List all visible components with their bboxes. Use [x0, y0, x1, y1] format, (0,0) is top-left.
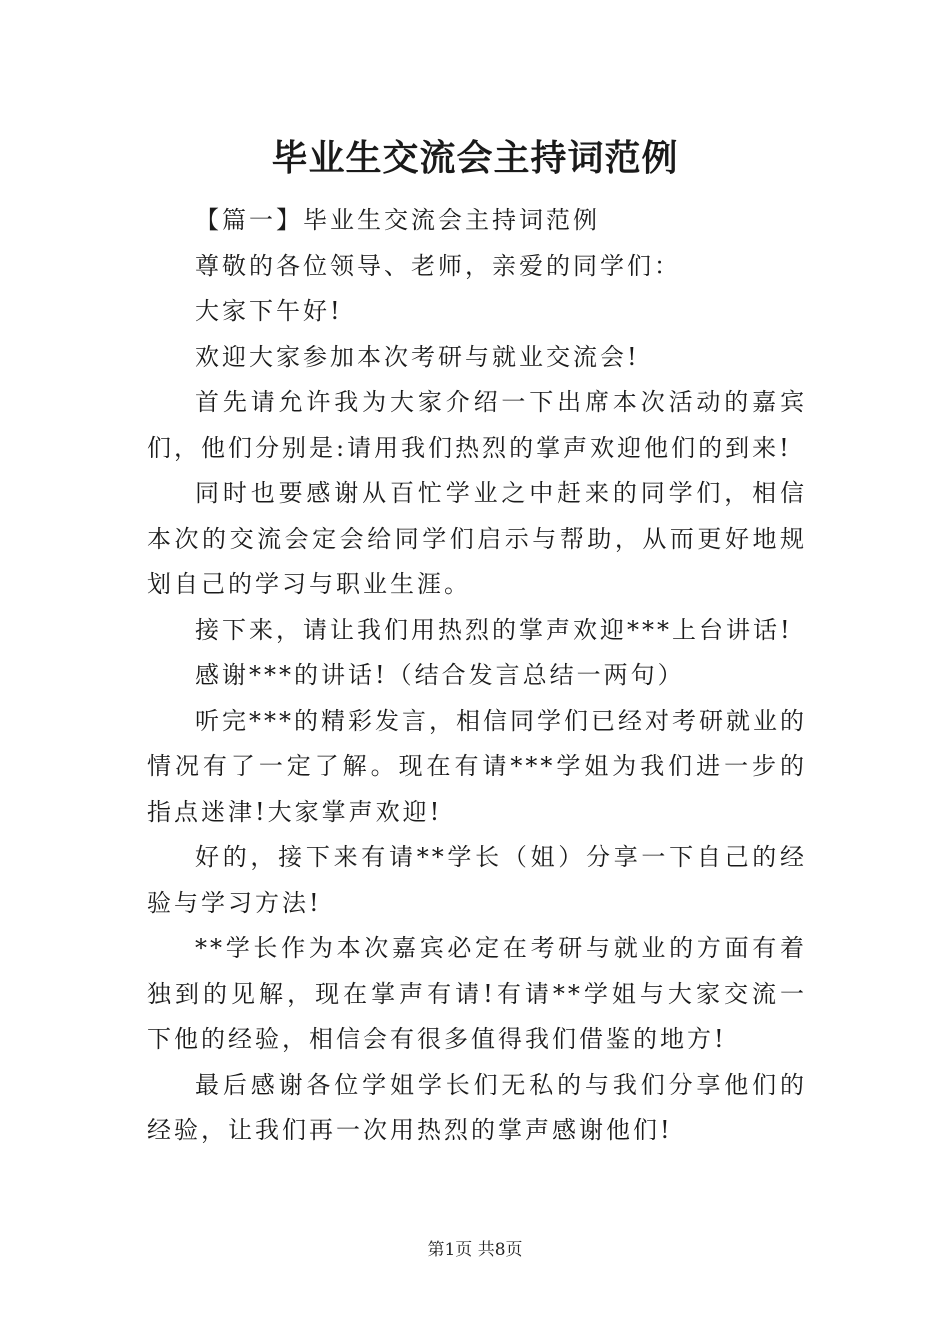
paragraph: 接下来，请让我们用热烈的掌声欢迎***上台讲话! — [195, 615, 793, 644]
paragraph: 好的，接下来有请**学长（姐）分享一下自己的经验与学习方法! — [147, 843, 807, 917]
paragraph: 欢迎大家参加本次考研与就业交流会! — [195, 342, 640, 371]
document-title: 毕业生交流会主持词范例 — [271, 137, 679, 179]
paragraph: 最后感谢各位学姐学长们无私的与我们分享他们的经验，让我们再一次用热烈的掌声感谢他们! — [147, 1070, 807, 1144]
paragraph: 首先请允许我为大家介绍一下出席本次活动的嘉宾们，他们分别是:请用我们热烈的掌声欢迎他们的到来! — [147, 388, 807, 462]
paragraph: 大家下午好! — [195, 297, 343, 325]
paragraph: 尊敬的各位领导、老师，亲爱的同学们： — [195, 251, 681, 280]
paragraph: 同时也要感谢从百忙学业之中赶来的同学们，相信本次的交流会定会给同学们启示与帮助，从而更好地规划自己的学习与职业生涯。 — [147, 479, 807, 598]
paragraph: **学长作为本次嘉宾必定在考研与就业的方面有着独到的见解，现在掌声有请!有请**学姐与大家交流一下他的经验，相信会有很多值得我们借鉴的地方! — [147, 934, 807, 1053]
paragraph: 感谢***的讲话!（结合发言总结一两句） — [195, 661, 685, 689]
document-body — [147, 198, 807, 1154]
page-number-footer: 第1页 共8页 — [427, 1240, 523, 1260]
paragraph: 听完***的精彩发言，相信同学们已经对考研就业的情况有了一定了解。现在有请***学姐为我们进一步的指点迷津!大家掌声欢迎! — [147, 706, 807, 826]
paragraph: 【篇一】毕业生交流会主持词范例 — [195, 206, 600, 234]
